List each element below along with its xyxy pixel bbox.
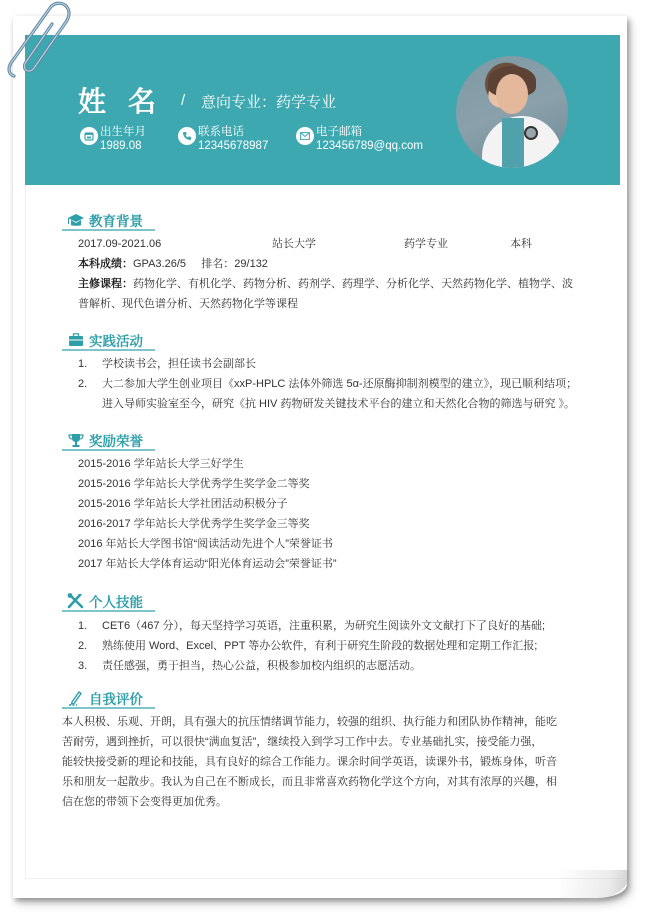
contact-phone-label: 联系电话 [198, 126, 244, 138]
section-education [62, 211, 582, 314]
section-awards [62, 431, 582, 574]
practice-item: 1. 学校读书会，担任读书会副部长 [78, 358, 256, 370]
section-heading [62, 431, 155, 451]
education-courses-cont: 普解析、现代色谱分析、天然药物化学等课程 [78, 298, 298, 310]
section-heading [62, 592, 155, 612]
education-entry [62, 234, 582, 254]
name-title: 姓名 [78, 85, 179, 118]
section-title: 实践活动 [89, 334, 143, 349]
education-school: 站长大学 [272, 238, 316, 250]
practice-item: 2. 大二参加大学生创业项目《xxP-HPLC 法体外筛选 5α-还原酶抑制剂模型的建立》，现已顺利结项； 进入导师实验室至今，研究《抗 HIV 药物研发关键技术平台的建立和天然化合物的筛选与研究 》。 [78, 378, 578, 410]
self-eval-line: 信在您的带领下会变得更加优秀。 [62, 796, 227, 808]
section-self-evaluation [62, 689, 582, 812]
self-eval-line: 乐和朋友一起散步。我认为自己在不断成长，而且非常喜欢药物化学这个方向，对其有浓厚的兴趣，相 [62, 776, 557, 788]
contact-birth [80, 125, 146, 153]
award-item: 2015-2016 学年站长大学三好学生 [78, 457, 244, 470]
graduation-cap-icon [66, 211, 86, 229]
award-item: 2016-2017 学年站长大学优秀学生奖学金三等奖 [78, 517, 310, 530]
contact-birth-value: 1989.08 [100, 140, 142, 152]
section-heading [62, 689, 155, 709]
section-skills [62, 592, 582, 676]
contact-birth-label: 出生年月 [100, 126, 146, 138]
section-title: 个人技能 [89, 595, 143, 610]
skill-item: 3. 责任感强，勇于担当，热心公益，积极参加校内组织的志愿活动。 [78, 660, 421, 672]
paper-curl [559, 870, 629, 900]
mail-icon [296, 127, 314, 145]
skill-item: 1. CET6（467 分），每天坚持学习英语，注重积累，为研究生阅读外文文献打下了良好的基础; [78, 620, 546, 632]
award-item: 2016 年站长大学图书馆“阅读活动先进个人”荣誉证书 [78, 537, 333, 550]
contact-email-value: 123456789@qq.com [316, 140, 423, 152]
self-eval-line: 本人积极、乐观、开朗，具有强大的抗压情绪调节能力，较强的组织、执行能力和团队协作精神，能吃 [62, 716, 557, 728]
paperclip-icon [4, 0, 74, 85]
section-heading [62, 211, 155, 231]
briefcase-icon [66, 331, 86, 349]
education-major: 药学专业 [404, 238, 448, 250]
education-degree: 本科 [510, 238, 532, 250]
education-courses: 主修课程：药物化学、有机化学、药物分析、药剂学、药理学、分析化学、天然药物化学、植物学、波 [78, 278, 573, 290]
education-period: 2017.09-2021.06 [78, 238, 162, 250]
section-heading [62, 331, 155, 351]
self-eval-line: 苦耐劳，遇到挫折，可以很快“满血复活”，继续投入到学习工作中去。专业基础扎实，接受能力强， [62, 736, 543, 748]
award-item: 2017 年站长大学体育运动“阳光体育运动会”荣誉证书” [78, 557, 337, 570]
contact-email-label: 电子邮箱 [316, 126, 362, 138]
intended-major: 意向专业：药学专业 [201, 94, 337, 111]
self-eval-line: 能较快接受新的理论和技能，具有良好的综合工作能力。课余时间学英语，读课外书，锻炼身体，听音 [62, 756, 557, 768]
section-title: 教育背景 [89, 214, 143, 229]
education-grade: 本科成绩：GPA3.26/5 排名：29/132 [78, 258, 268, 270]
contact-email [296, 125, 423, 153]
award-item: 2015-2016 学年站长大学优秀学生奖学金二等奖 [78, 477, 310, 490]
trophy-icon [66, 431, 86, 449]
contact-phone [178, 125, 268, 153]
section-practice [62, 331, 582, 414]
pencil-icon [66, 689, 86, 707]
skill-item: 2. 熟练使用 Word、Excel、PPT 等办公软件，有利于研究生阶段的数据处理和定期工作汇报; [78, 640, 538, 652]
award-item: 2015-2016 学年站长大学社团活动积极分子 [78, 497, 288, 510]
contact-phone-value: 12345678987 [198, 140, 269, 152]
tools-icon [66, 592, 86, 610]
section-title: 奖励荣誉 [89, 434, 143, 449]
title-separator: / [181, 92, 186, 109]
section-title: 自我评价 [89, 692, 143, 707]
profile-photo [456, 56, 568, 168]
phone-icon [178, 127, 196, 145]
calendar-icon [80, 127, 98, 145]
